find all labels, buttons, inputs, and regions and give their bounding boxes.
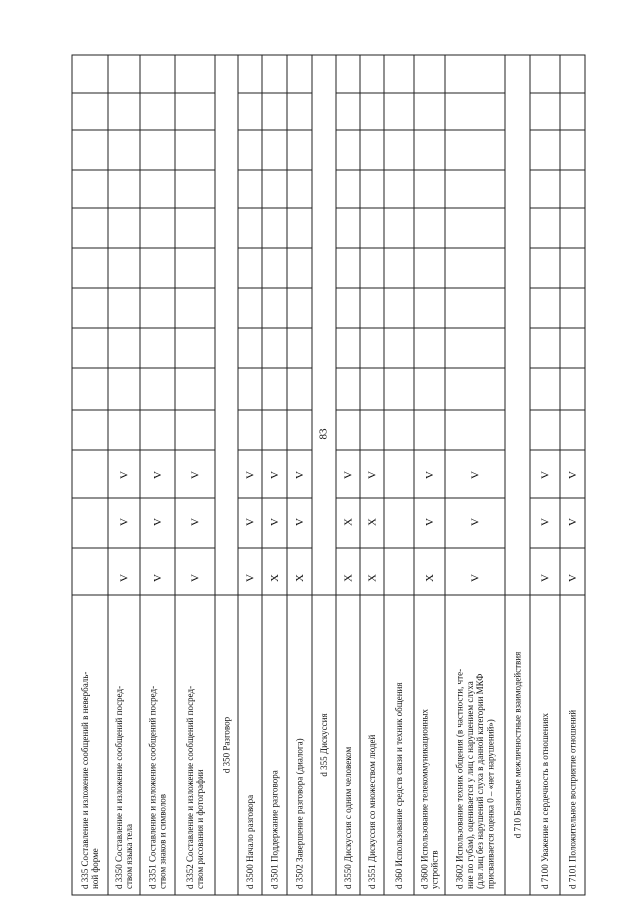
check-mark: V [244, 518, 257, 526]
check-mark: V [152, 518, 164, 526]
check-mark: V [469, 471, 482, 479]
check-mark: V [539, 518, 552, 526]
cross-mark: X [294, 574, 306, 582]
row-label: d 3551 Дискуссия со множеством людей [367, 734, 377, 889]
check-mark: V [269, 518, 281, 526]
row-label: d 7100 Уважение и сердечность в отношениях [540, 712, 550, 889]
row-label: d 3602 Использование техник общения (в частности, чте-ние по губам), оценивается у лиц с нарушением слуха(для лиц без нарушений слуха в данной категории МКФприсваивается оценка 0 – «нет нарушений») [454, 668, 496, 889]
row-label: d 3351 Составление и изложение сообщений посред-ством знаков и символов [147, 685, 168, 889]
cross-mark: X [269, 574, 281, 582]
row-label: d 7101 Положительное восприятие отношений [567, 709, 578, 889]
check-mark: V [118, 518, 131, 526]
check-mark: V [189, 471, 202, 479]
check-mark: V [424, 518, 436, 526]
cross-mark: X [424, 574, 436, 582]
cross-mark: X [342, 518, 355, 526]
cross-mark: X [366, 574, 379, 582]
check-mark: V [189, 574, 202, 582]
check-mark: V [152, 471, 164, 479]
row-label: d 3550 Дискуссия с одним человеком [343, 746, 353, 889]
check-mark: V [469, 518, 482, 526]
cross-mark: X [366, 518, 379, 526]
cross-mark: X [342, 574, 355, 582]
check-mark: V [342, 471, 355, 479]
check-mark: V [294, 471, 306, 479]
row-label: d 3600 Использование телекоммуникационныхустройств [419, 708, 440, 889]
check-mark: V [567, 471, 579, 479]
section-heading: d 355 Дискуссия [319, 713, 329, 777]
row-label: d 3352 Составление и изложение сообщений посред-ством рисования и фотографии [184, 685, 206, 889]
check-mark: V [567, 518, 579, 526]
check-mark: V [469, 574, 482, 582]
check-mark: V [189, 518, 202, 526]
row-label: d 3502 Завершение разговора (диалога) [294, 738, 305, 889]
page-number: 83 [317, 428, 330, 440]
check-mark: V [118, 574, 131, 582]
check-mark: V [424, 471, 436, 479]
check-mark: V [366, 471, 379, 479]
check-mark: V [118, 471, 131, 479]
row-label: d 3501 Поддержание разговора [269, 770, 280, 889]
check-mark: V [539, 471, 552, 479]
check-mark: V [244, 471, 257, 479]
section-heading: d 350 Разговор [221, 716, 232, 774]
check-mark: V [152, 574, 164, 582]
check-mark: V [539, 574, 552, 582]
check-mark: V [269, 471, 281, 479]
row-label: d 360 Использование средств связи и техник общения [394, 682, 404, 889]
row-label: d 335 Составление и изложение сообщений в невербаль-ной форме [79, 671, 101, 889]
check-mark: V [244, 574, 257, 582]
row-label: d 3350 Составление и изложение сообщений посред-ством языка тела [113, 685, 135, 889]
check-mark: V [567, 574, 579, 582]
section-heading: d 710 Базисные межличностные взаимодействия [512, 651, 523, 839]
row-label: d 3500 Начало разговора [245, 794, 255, 889]
check-mark: V [294, 518, 306, 526]
